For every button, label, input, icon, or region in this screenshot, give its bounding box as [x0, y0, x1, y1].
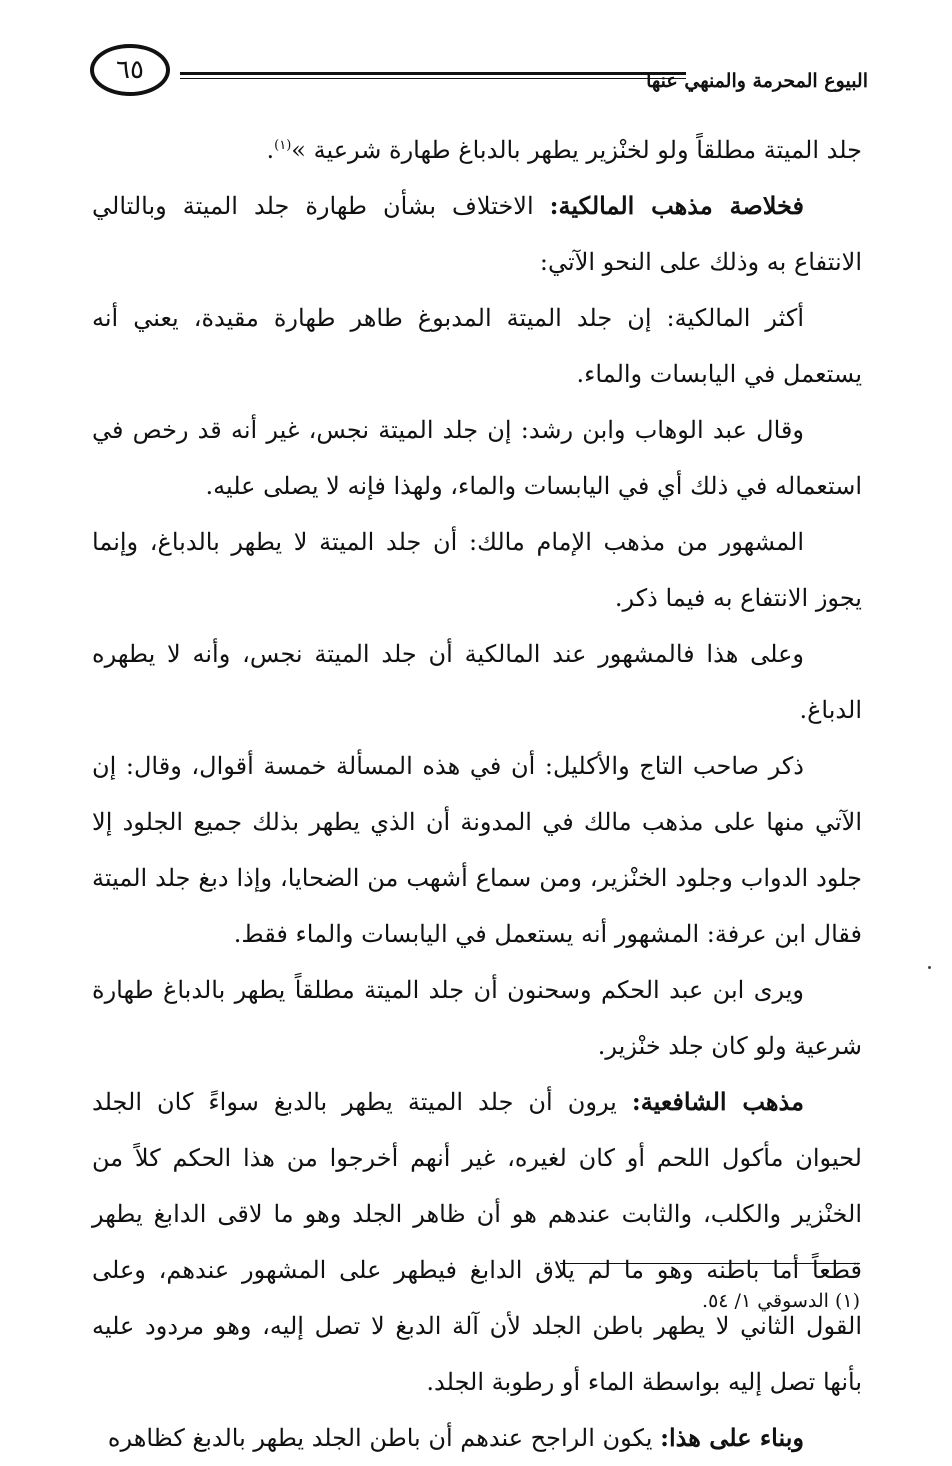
paragraph-9	[92, 1074, 862, 1410]
footnote-separator	[560, 1263, 860, 1264]
footnote-1: (١) الدسوقي ١/ ٥٤.	[702, 1290, 860, 1312]
footnote-ref: (١)	[274, 138, 292, 153]
paragraph-4: وقال عبد الوهاب وابن رشد: إن جلد الميتة نجس، غير أنه قد رخص في استعماله في ذلك أي في اليابسات والماء، ولهذا فإنه لا يصلى عليه.	[92, 416, 862, 500]
section-lead-shafiiyya: مذهب الشافعية:	[631, 1087, 804, 1116]
section-lead-malikiyya: فخلاصة مذهب المالكية:	[549, 191, 804, 220]
paragraph-9-text: يرون أن جلد الميتة يطهر بالدبغ سواءً كان الجلد لحيوان مأكول اللحم أو كان لغيره، غير أنهم أخرجوا من هذا الحكم كلاً من الخنْزير والكلب، والثابت عندهم هو أن ظاهر الجلد وهو ما لاقى الدابغ يطهر قطعاً أما باطنه وهو ما لم يلاق الدابغ فيطهر على المشهور عندهم، وعلى القول الثاني لا يطهر باطن الجلد لأن آلة الدبغ لا تصل إليه، وهو مردود عليه بأنها تصل إليه بواسطة الماء أو رطوبة الجلد.	[92, 1088, 862, 1396]
paragraph-2-text: الاختلاف بشأن طهارة جلد الميتة وبالتالي الانتفاع به وذلك على النحو الآتي:	[92, 192, 862, 276]
paragraph-8: ويرى ابن عبد الحكم وسحنون أن جلد الميتة مطلقاً يطهر بالدباغ طهارة شرعية ولو كان جلد خنْزير.	[92, 976, 862, 1060]
page-number: ٦٥	[90, 44, 170, 96]
paragraph-1	[92, 122, 862, 178]
header-rule-thin	[180, 78, 686, 79]
paragraph-10-text: يكون الراجح عندهم أن باطن الجلد يطهر بالدبغ كظاهره	[107, 1424, 661, 1452]
scan-speck	[928, 966, 931, 969]
main-text	[92, 122, 862, 1466]
paragraph-3: أكثر المالكية: إن جلد الميتة المدبوغ طاهر طهارة مقيدة، يعني أنه يستعمل في اليابسات والماء.	[92, 304, 862, 388]
conclusion-lead: وبناء على هذا:	[660, 1423, 804, 1452]
page-header	[88, 40, 868, 120]
header-rule	[180, 72, 686, 75]
paragraph-6: وعلى هذا فالمشهور عند المالكية أن جلد الميتة نجس، وأنه لا يطهره الدباغ.	[92, 640, 862, 724]
paragraph-10	[92, 1410, 862, 1466]
paragraph-1-text: جلد الميتة مطلقاً ولو لخنْزير يطهر بالدباغ طهارة شرعية »	[291, 136, 862, 164]
running-title: البيوع المحرمة والمنهي عنها	[646, 70, 868, 92]
paragraph-5: المشهور من مذهب الإمام مالك: أن جلد الميتة لا يطهر بالدباغ، وإنما يجوز الانتفاع به فيما ذكر.	[92, 528, 862, 612]
paragraph-1-end: .	[266, 136, 275, 164]
paragraph-2	[92, 178, 862, 290]
paragraph-7: ذكر صاحب التاج والأكليل: أن في هذه المسألة خمسة أقوال، وقال: إن الآتي منها على مذهب مالك في المدونة أن الذي يطهر بذلك جميع الجلود إلا جلود الدواب وجلود الخنْزير، ومن سماع أشهب من الضحايا، وإذا دبغ جلد الميتة فقال ابن عرفة: المشهور أنه يستعمل في اليابسات والماء فقط.	[92, 752, 862, 948]
